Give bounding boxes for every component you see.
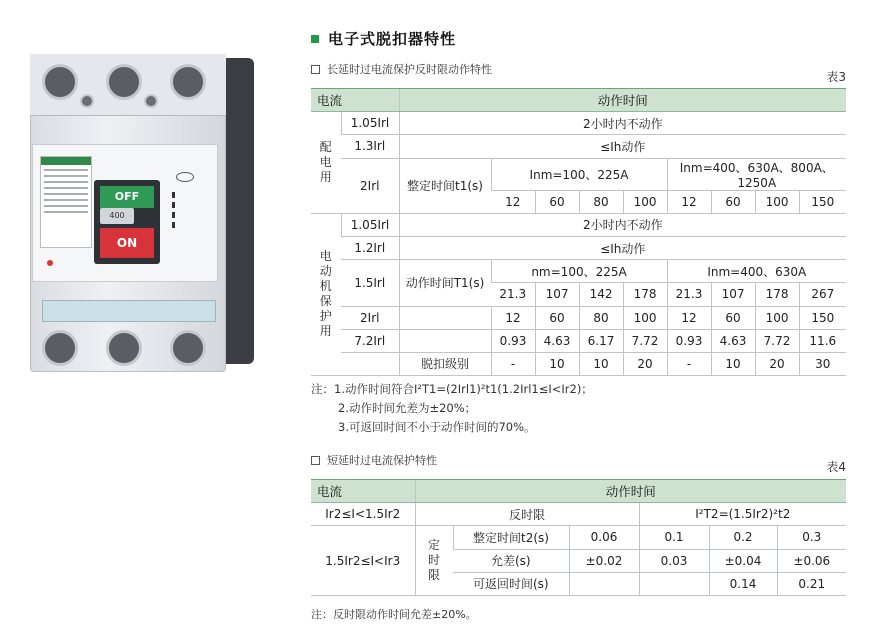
row-label: 整定时间t1(s) [399,158,491,213]
terminal-hole [106,330,142,366]
terminal-hole [42,64,78,100]
table-row [311,213,846,236]
row-current: 1.3Irl [341,135,399,158]
table-row [311,158,846,190]
note-line: 2.动作时间允差为±20%； [338,401,477,415]
checkbox-square-icon [311,456,320,465]
note-line: 注：1.动作时间符合I²T1=(2Irl1)²t1(1.2Irl1≤I<Ir2)； [311,382,593,396]
row-value: 2小时内不动作 [399,112,846,135]
cell-value: 7.72 [755,329,799,352]
table3-header-row [311,89,846,112]
row-current: 2Irl [341,158,399,213]
row-current: 1.05Irl [341,213,399,236]
cell-value: 0.3 [777,526,846,549]
cell-value: 100 [755,190,799,213]
row-label: 允差(s) [453,549,569,572]
cell-value: 0.1 [639,526,709,549]
group-definite-time: 定 时 限 [415,526,453,596]
table-row [311,526,846,549]
row-current: 1.2Irl [341,236,399,259]
row-current: 7.2Irl [341,329,399,352]
cell-value [569,572,639,595]
cell-value: 4.63 [711,329,755,352]
table4-header-row [311,480,846,503]
header-action-time: 动作时间 [415,480,846,503]
row-value: ≤Ih动作 [399,135,846,158]
cell-value: 4.63 [535,329,579,352]
table4 [311,479,846,596]
cell-value: 12 [491,190,535,213]
title-bullet-icon [311,35,319,43]
row-current: Ir2≤I<1.5Ir2 [311,503,415,526]
cell-value: 60 [711,190,755,213]
group-motor: 电 动 机 保 护 用 [311,213,341,375]
section-title [311,28,456,49]
table-row [311,236,846,259]
screw-hole [144,94,158,108]
row-label-empty [399,329,491,352]
table-row [311,329,846,352]
checkbox-square-icon [311,65,320,74]
row-label-empty [399,306,491,329]
nameplate [40,156,92,248]
cell-value: 12 [667,190,711,213]
cell-value: 0.21 [777,572,846,595]
cell-value: ±0.06 [777,549,846,572]
terminal-hole [170,64,206,100]
cell-value: 10 [579,352,623,375]
row-formula: I²T2=(1.5Ir2)²t2 [639,503,846,526]
certification-mark-icon [176,172,194,182]
cell-value: 0.2 [709,526,777,549]
cell-value: 60 [535,306,579,329]
row-current-empty [341,352,399,375]
cell-value: - [491,352,535,375]
cell-value: 107 [535,283,579,306]
cell-value: 107 [711,283,755,306]
cell-value: 12 [491,306,535,329]
table3-label: 表3 [826,70,846,84]
cell-value: 21.3 [491,283,535,306]
table-row [311,352,846,375]
row-value: ≤Ih动作 [399,236,846,259]
cell-value: 0.14 [709,572,777,595]
table-row [311,260,846,283]
row-current: 1.5Irl [341,260,399,306]
cell-value: 100 [623,306,667,329]
cell-value: 100 [623,190,667,213]
cell-value: 10 [535,352,579,375]
cell-value: 20 [755,352,799,375]
cell-value: 80 [579,306,623,329]
cell-value [639,572,709,595]
header-current: 电流 [311,480,415,503]
cell-value: 12 [667,306,711,329]
table3-notes [311,380,593,437]
cell-value: 60 [711,306,755,329]
breaker-label-band [42,300,216,322]
cell-value: 6.17 [579,329,623,352]
table3-subtitle [311,61,492,77]
section-title-text: 电子式脱扣器特性 [328,30,457,48]
row-label: 脱扣级别 [399,352,491,375]
cell-value: 10 [711,352,755,375]
table4-subtitle-text: 短延时过电流保护特性 [327,454,437,467]
off-button: OFF [100,186,154,208]
table4-label: 表4 [826,460,846,474]
table4-subtitle [311,452,437,468]
table-row [311,503,846,526]
row-current: 1.05Irl [341,112,399,135]
cell-value: 150 [799,306,846,329]
table-row [311,306,846,329]
cell-value: 20 [623,352,667,375]
group-a-header: Inm=100、225A [491,158,667,190]
cell-value: 0.03 [639,549,709,572]
cell-value: 60 [535,190,579,213]
table4-note: 注：反时限动作时间允差±20%。 [311,608,477,621]
terminal-hole [106,64,142,100]
table-row [311,135,846,158]
group-distribution: 配 电 用 [311,112,341,214]
indicator-light [47,260,53,266]
group-a-header: nm=100、225A [491,260,667,283]
cell-value: 80 [579,190,623,213]
side-indicator-marks [166,188,210,248]
cell-value: 7.72 [623,329,667,352]
cell-value: 0.06 [569,526,639,549]
row-mode: 反时限 [415,503,639,526]
table3-subtitle-text: 长延时过电流保护反时限动作特性 [327,63,492,76]
terminal-hole [170,330,206,366]
cell-value: 142 [579,283,623,306]
cell-value: 178 [755,283,799,306]
cell-value: - [667,352,711,375]
header-action-time: 动作时间 [399,89,846,112]
cell-value: 178 [623,283,667,306]
cell-value: 30 [799,352,846,375]
cell-value: 267 [799,283,846,306]
cell-value: 11.6 [799,329,846,352]
cell-value: 150 [799,190,846,213]
circuit-breaker-image [20,48,252,378]
header-current: 电流 [311,89,399,112]
table3 [311,88,846,376]
group-b-header: Inm=400、630A、800A、1250A [667,158,846,190]
cell-value: 21.3 [667,283,711,306]
group-b-header: Inm=400、630A [667,260,846,283]
row-current: 2Irl [341,306,399,329]
cell-value: ±0.04 [709,549,777,572]
on-button: ON [100,228,154,258]
cell-value: 0.93 [667,329,711,352]
table-row [311,112,846,135]
cell-value: 0.93 [491,329,535,352]
row-label: 可返回时间(s) [453,572,569,595]
screw-hole [80,94,94,108]
row-label: 动作时间T1(s) [399,260,491,306]
current-setting-knob: 400 [100,208,134,224]
terminal-hole [42,330,78,366]
note-line: 3.可返回时间不小于动作时间的70%。 [338,420,536,434]
row-label: 整定时间t2(s) [453,526,569,549]
cell-value: ±0.02 [569,549,639,572]
row-value: 2小时内不动作 [399,213,846,236]
cell-value: 100 [755,306,799,329]
row-current: 1.5Ir2≤I<Ir3 [311,526,415,596]
